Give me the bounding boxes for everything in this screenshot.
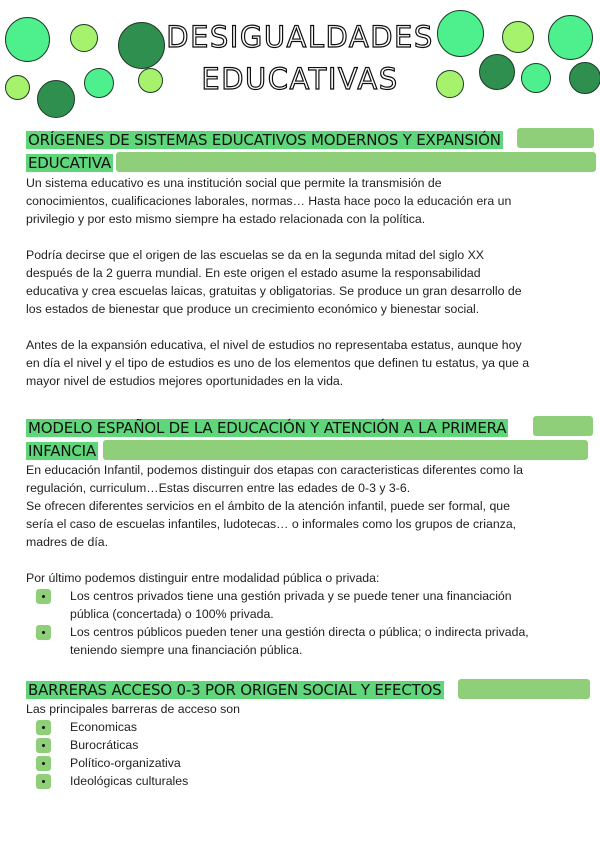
bullet-marker bbox=[36, 720, 51, 735]
heading-highlight-bar bbox=[533, 416, 593, 436]
page-title-line-1: DESIGUALDADES bbox=[0, 20, 600, 54]
bullet-marker bbox=[36, 625, 51, 640]
bullet-marker bbox=[36, 738, 51, 753]
section-heading: BARRERAS ACCESO 0-3 POR ORIGEN SOCIAL Y EFECTOS bbox=[28, 681, 442, 699]
section-heading: INFANCIA bbox=[28, 442, 96, 460]
bullet-marker bbox=[36, 589, 51, 604]
heading-highlight-bar bbox=[103, 440, 588, 460]
list-item: Los centros privados tiene una gestión privada y se puede tener una financiación pública (concertada) o 100% privada. bbox=[70, 589, 512, 621]
section-heading: EDUCATIVA bbox=[28, 154, 111, 172]
bullet-marker bbox=[36, 774, 51, 789]
section-heading: MODELO ESPAÑOL DE LA EDUCACIÓN Y ATENCIÓN A LA PRIMERA bbox=[28, 419, 507, 437]
heading-highlight-bar bbox=[517, 128, 594, 148]
paragraph: Antes de la expansión educativa, el nivel de estudios no representaba estatus, aunque hoy en día el nivel y el tipo de estudios es uno de los elementos que definen tu estatus, ya que a mayor nivel de estudios mejores oportunidades en la vida. bbox=[26, 338, 530, 388]
heading-highlight-bar bbox=[458, 679, 590, 699]
paragraph: Un sistema educativo es una institución social que permite la transmisión de conocimientos, cualificaciones laborales, normas… Hasta hace poco la educación era un privilegio y por esto mismo siempre ha estado relacionada con la política. bbox=[26, 176, 512, 226]
paragraph: Las principales barreras de acceso son bbox=[26, 702, 240, 716]
bullet-marker bbox=[36, 756, 51, 771]
list-item: Economicas bbox=[70, 720, 137, 734]
paragraph: En educación Infantil, podemos distinguir dos etapas con caracteristicas diferentes como la regulación, curriculum…Estas discurren entre las edades de 0-3 y 3-6. Se ofrecen diferentes servicios en el ámbito de la atención infantil, puede ser formal, que sería el caso de escuelas infantiles, ludotecas… o informales como los grupos de crianza, madres de día. bbox=[26, 463, 523, 549]
section-heading: ORÍGENES DE SISTEMAS EDUCATIVOS MODERNOS Y EXPANSIÓN bbox=[28, 131, 501, 149]
list-item: Político-organizativa bbox=[70, 756, 181, 770]
list-item: Los centros públicos pueden tener una gestión directa o pública; o indirecta privada, teniendo siempre una financiación pública. bbox=[70, 625, 529, 657]
paragraph: Por último podemos distinguir entre modalidad pública o privada: bbox=[26, 571, 380, 585]
heading-highlight-bar bbox=[116, 152, 596, 172]
list-item: Ideológicas culturales bbox=[70, 774, 189, 788]
page-title-line-2: EDUCATIVAS bbox=[0, 62, 600, 96]
list-item: Burocráticas bbox=[70, 738, 139, 752]
paragraph: Podría decirse que el origen de las escuelas se da en la segunda mitad del siglo XX después de la 2 guerra mundial. En este origen el estado asume la responsabilidad educativa y crea escuelas laicas, gratuitas y obligatorias. Se produce un gran desarrollo de los estados de bienestar que produce un crecimiento económico y bienestar social. bbox=[26, 248, 522, 316]
